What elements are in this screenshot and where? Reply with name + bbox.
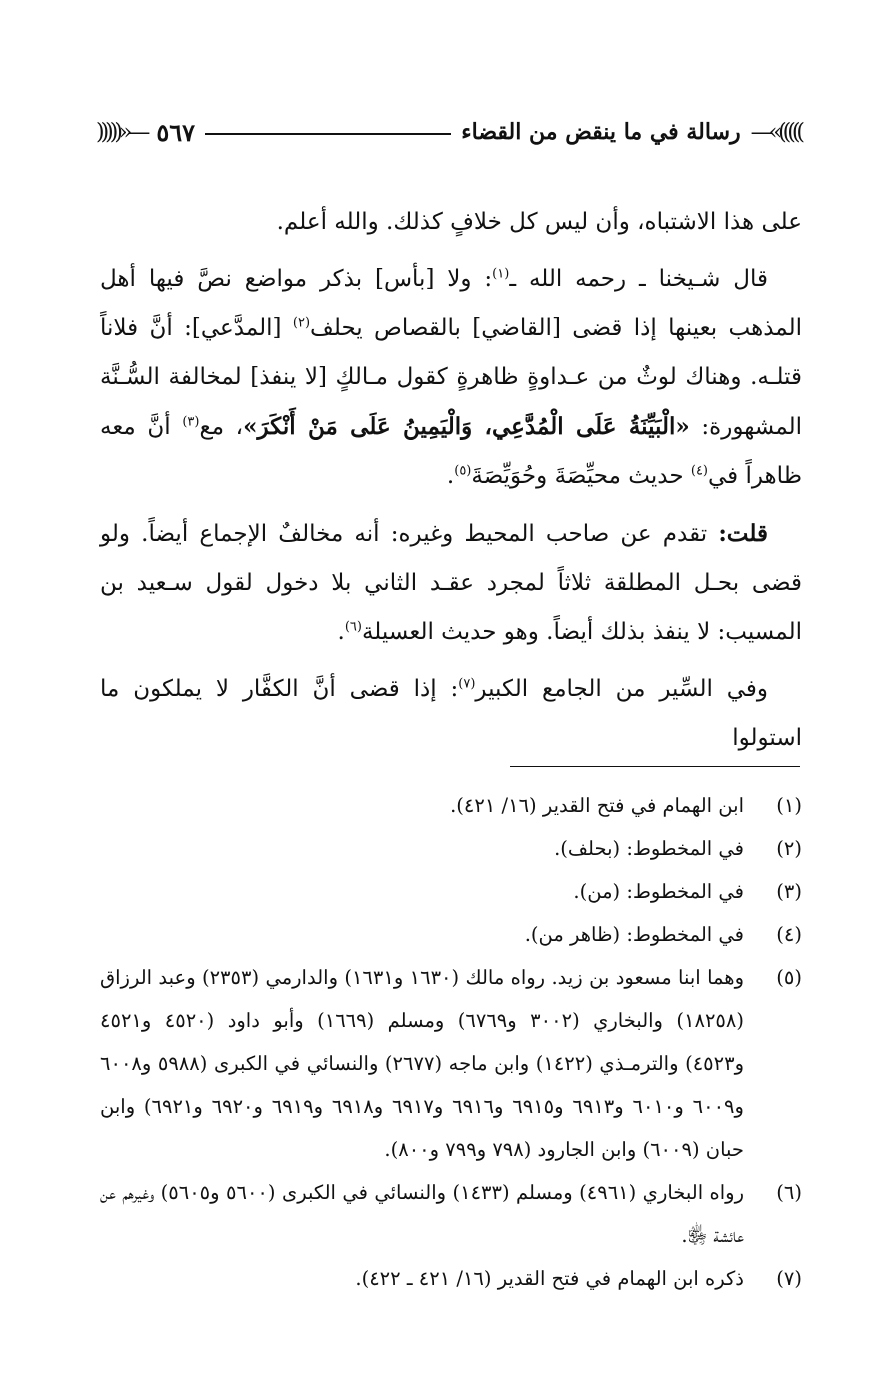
ornament-right-icon: —«((((( — [750, 119, 801, 145]
text-segment: حديث محيِّصَةَ وحُوَيِّصَةَ — [471, 463, 691, 489]
hadith-quote: «الْبَيِّنَةُ عَلَى الْمُدَّعِي، وَالْيَمِينُ عَلَى مَنْ أَنْكَرَ» — [243, 413, 690, 440]
footnote-ref-1[interactable]: (١) — [492, 266, 510, 282]
footnote-text: وهما ابنا مسعود بن زيد. رواه مالك (١٦٣٠ و١٦٣١) والدارمي (٢٣٥٣) وعبد الرزاق (١٨٢٥٨) والبخاري (٣٠٠٢ و٦٧٦٩) ومسلم (١٦٦٩) وأبو داود (٤٥٢٠ و٤٥٢١ و٤٥٢٣) والترمـذي (١٤٢٢) وابن ماجه (٢٦٧٧) والنسائي في الكبرى (٥٩٨٨ و٦٠٠٨ و٦٠٠٩ و٦٠١٠ و٦٩١٣ و٦٩١٥ و٦٩١٦ و٦٩١٧ و٦٩١٨ و٦٩١٩ و٦٩٢٠ و٦٩٢١) وابن حبان (٦٠٠٩) وابن الجارود (٧٩٨ و٧٩٩ و٨٠٠). — [100, 966, 745, 1161]
text-segment: . — [337, 619, 345, 645]
paragraph-3 — [100, 509, 802, 657]
footnote-ref-2[interactable]: (٢) — [292, 315, 311, 331]
footnote-text: في المخطوط: (بحلف). — [554, 837, 744, 860]
header-rule — [205, 133, 451, 135]
footnote-number: (١) — [776, 794, 802, 817]
footnote-item — [100, 956, 802, 1171]
paragraph-2 — [100, 255, 802, 501]
footnote-text: في المخطوط: (ظاهر من). — [524, 923, 744, 946]
ornament-left-icon: )))))»— — [96, 119, 147, 145]
footnote-ref-5[interactable]: (٥) — [454, 463, 472, 479]
text-segment: تقدم عن صاحب المحيط وغيره: أنه مخالفٌ الإجماع أيضاً. ولو قضى بحـل المطلقة ثلاثاً لمجرد عقـد الثاني بلا دخول لقول سـعيد بن المسيب: لا ينفذ بذلك أيضاً. وهو حديث العسيلة — [100, 521, 802, 645]
footnote-number: (٥) — [776, 966, 802, 989]
text-segment: ، مع — [199, 414, 244, 440]
footnote-number: (٣) — [776, 880, 802, 903]
footnote-item — [100, 870, 802, 913]
footnote-item — [100, 784, 802, 827]
footnote-separator — [510, 766, 800, 767]
footnote-ref-3[interactable]: (٣) — [182, 414, 200, 430]
running-title: رسالة في ما ينقض من القضاء — [461, 119, 741, 145]
text-segment: [المدَّعي]: أنَّ فلاناً قتلـه. وهناك لوثٌ من عـداوةٍ ظاهرةٍ كقول مـالكٍ [لا ينفذ] لمخالفة السُّـنَّة المشهورة: — [100, 315, 803, 440]
footnote-number: (٦) — [776, 1181, 802, 1204]
page-number: ٥٦٧ — [156, 117, 196, 147]
footnote-ref-4[interactable]: (٤) — [690, 463, 708, 479]
footnote-text: ذكره ابن الهمام في فتح القدير (١٦/ ٤٢١ ـ ٤٢٢). — [355, 1267, 744, 1290]
footnote-number: (٧) — [776, 1267, 802, 1290]
lead-word: قلت: — [718, 520, 768, 547]
footnotes — [100, 784, 802, 1300]
text-segment: قال شـيخنا ـ رحمه الله ـ — [509, 266, 768, 292]
footnote-ref-6[interactable]: (٦) — [344, 619, 362, 635]
footnote-text: رواه البخاري (٤٩٦١) ومسلم (١٤٣٣) والنسائي في الكبرى (٥٦٠٠ و٥٦٠٥) وغيرهم عن عائشة ﵂. — [100, 1181, 745, 1247]
main-text — [100, 198, 802, 763]
text-segment: . — [446, 463, 455, 489]
footnote-number: (٤) — [776, 923, 802, 946]
footnote-item — [100, 827, 802, 870]
footnote-item — [100, 1171, 802, 1257]
footnote-text: ابن الهمام في فتح القدير (١٦/ ٤٢١). — [450, 794, 744, 817]
footnote-item — [100, 913, 802, 956]
text-segment: وفي السِّير من الجامع الكبير — [475, 676, 768, 702]
running-header — [96, 112, 801, 152]
footnote-item — [100, 1257, 802, 1300]
text-segment: أنَّ معه ظاهراً في — [100, 414, 802, 489]
footnote-ref-7[interactable]: (٧) — [458, 676, 476, 692]
footnote-number: (٢) — [776, 837, 802, 860]
text-segment: : إذا قضى أنَّ الكفَّار لا يملكون ما استولوا — [100, 676, 802, 751]
footnote-text: في المخطوط: (من). — [573, 880, 744, 903]
paragraph-1: على هذا الاشتباه، وأن ليس كل خلافٍ كذلك. والله أعلم. — [276, 209, 802, 235]
paragraph-4 — [100, 665, 802, 763]
text-segment: : ولا [بأس] بذكر مواضع نصَّ فيها أهل المذهب بعينها إذا قضى [القاضي] بالقصاص يحلف — [100, 266, 802, 341]
